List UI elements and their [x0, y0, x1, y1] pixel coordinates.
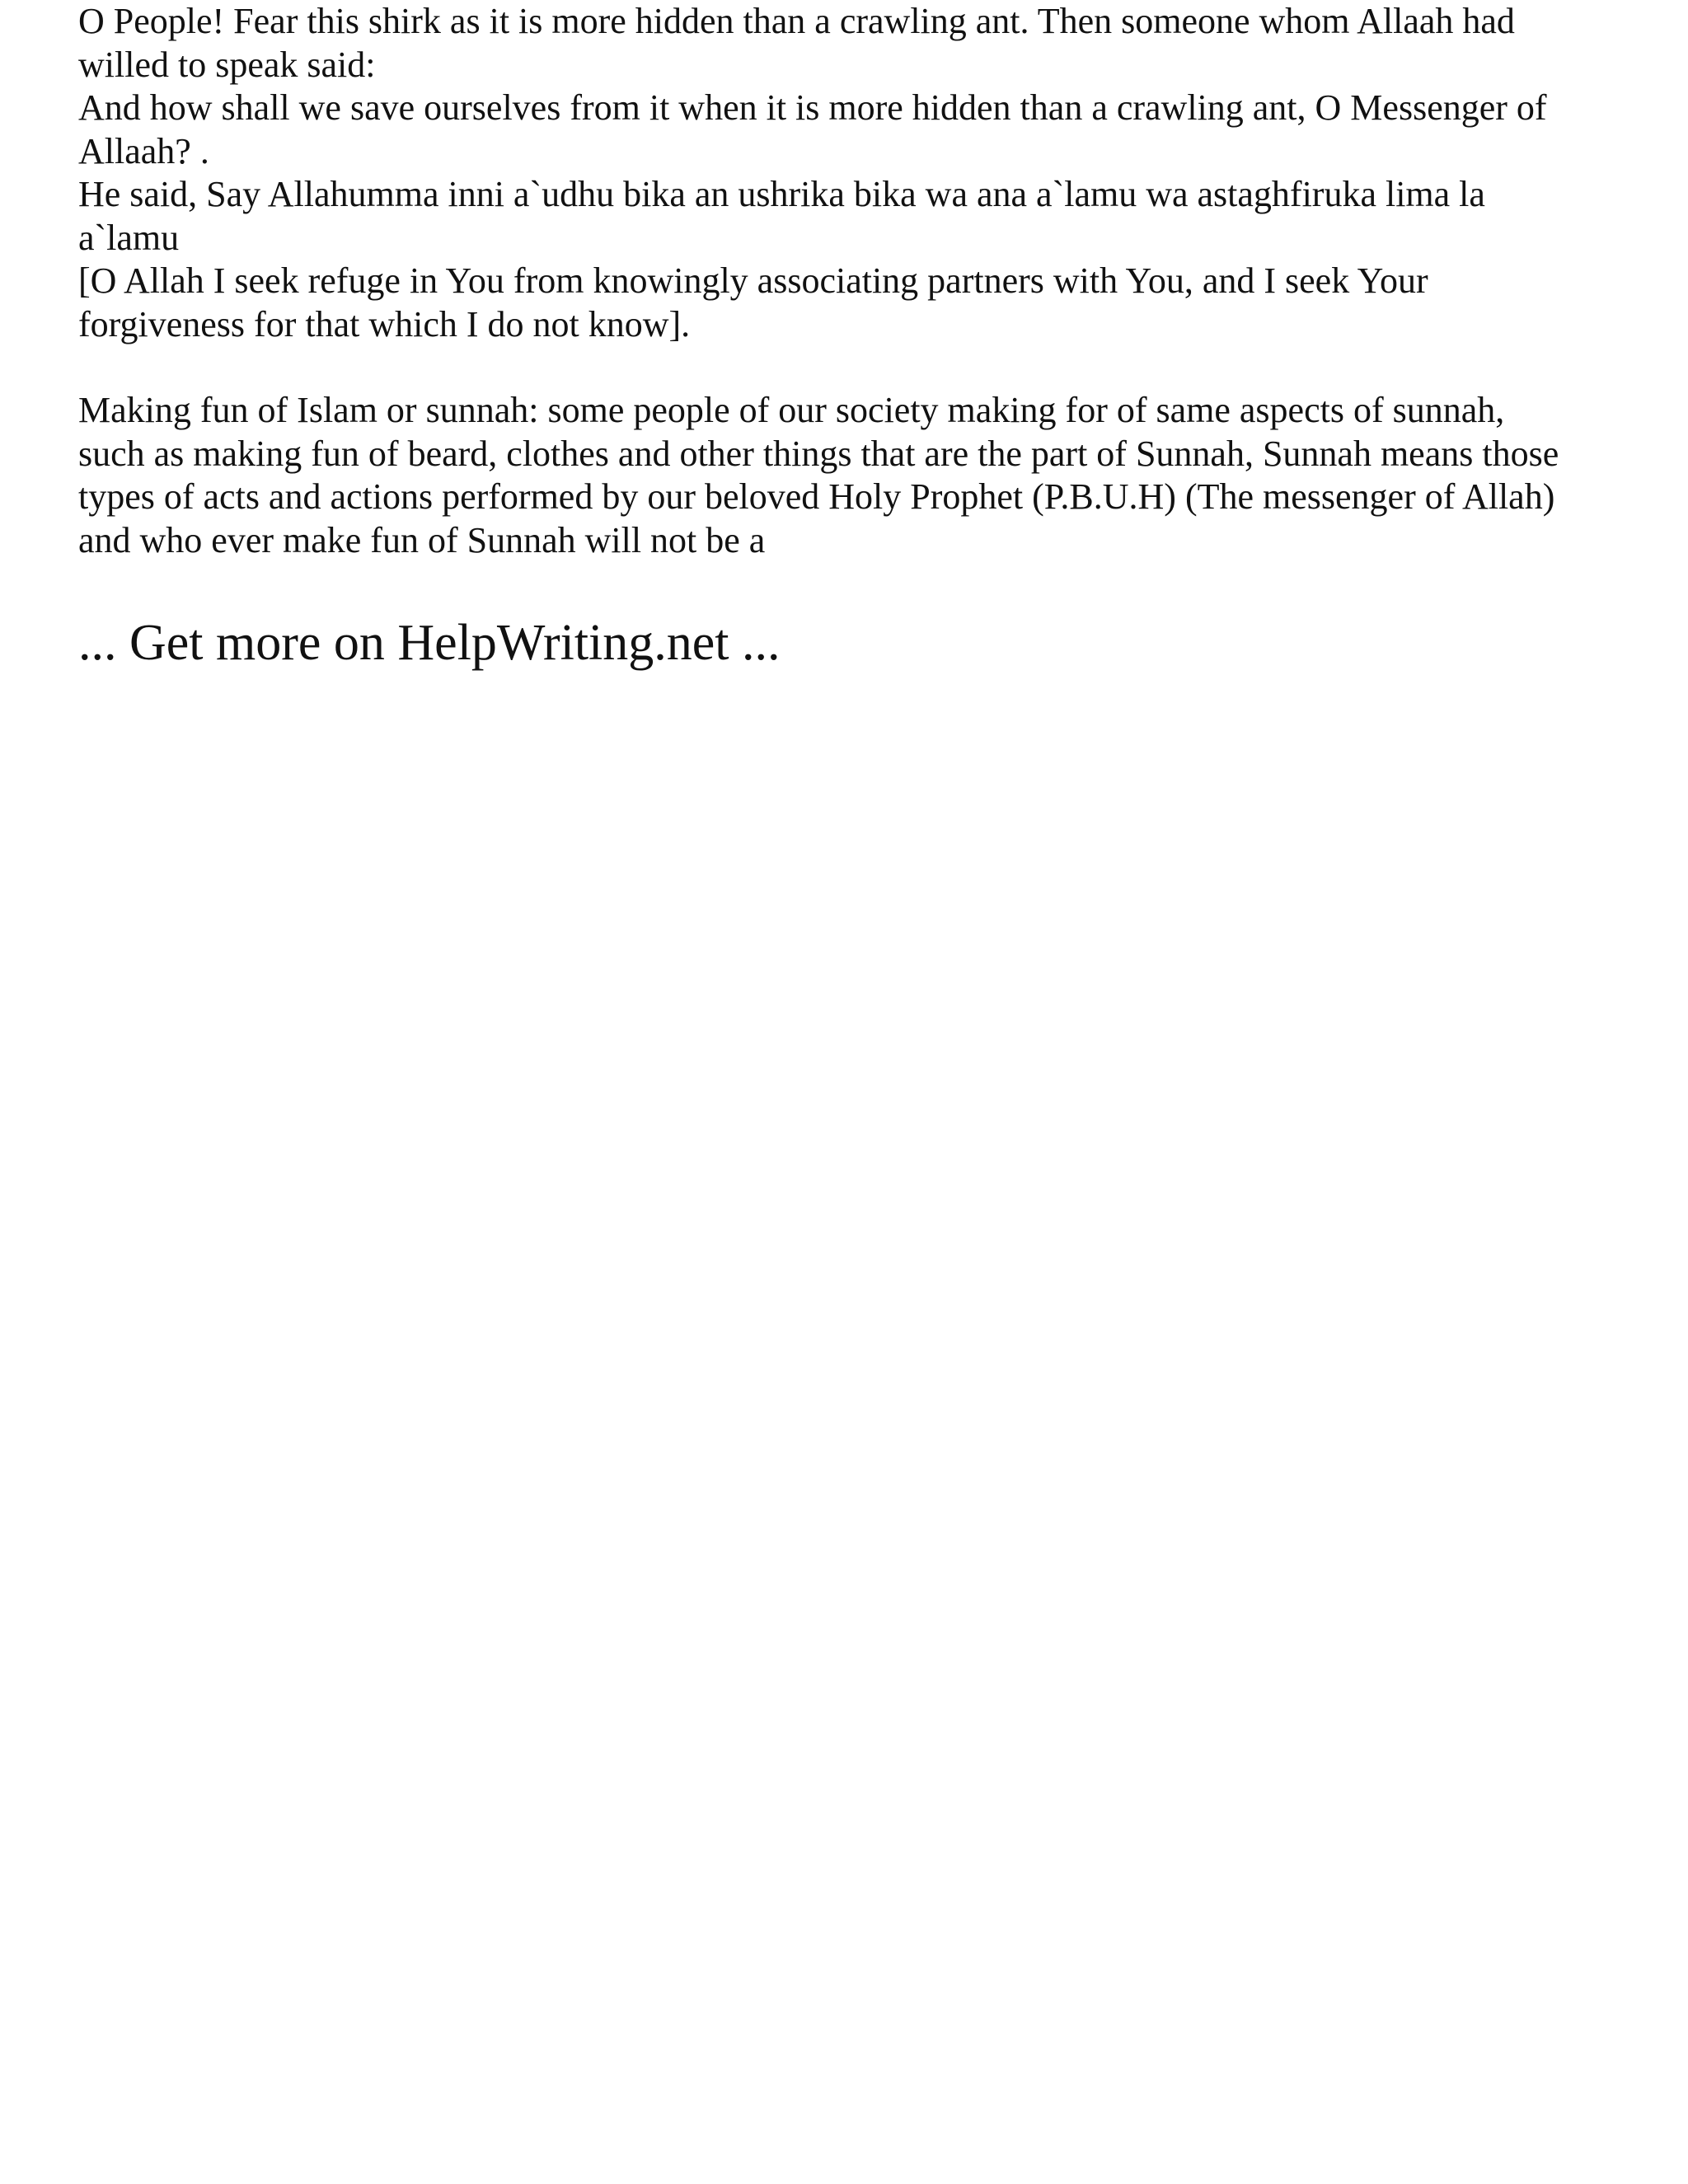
text-line: Making fun of Islam or sunnah: some people of our society making for of same aspects of sunnah,: [78, 390, 1505, 430]
text-line: Allaah? .: [78, 130, 209, 171]
paragraph-sunnah: [78, 389, 1644, 562]
get-more-link[interactable]: ... Get more on HelpWriting.net ...: [78, 615, 781, 671]
text-line: O People! Fear this shirk as it is more hidden than a crawling ant. Then someone whom Allaah had: [78, 1, 1515, 41]
text-line: And how shall we save ourselves from it when it is more hidden than a crawling ant, O Messenger of: [78, 87, 1547, 128]
text-line: types of acts and actions performed by our beloved Holy Prophet (P.B.U.H) (The messenger of Allah): [78, 476, 1555, 517]
text-line: [O Allah I seek refuge in You from knowingly associating partners with You, and I seek Your: [78, 260, 1428, 301]
paragraph-hadith: [78, 0, 1644, 346]
text-line: willed to speak said:: [78, 44, 376, 85]
text-line: and who ever make fun of Sunnah will not be a: [78, 519, 766, 560]
text-line: a`lamu: [78, 217, 180, 258]
text-line: forgiveness for that which I do not know].: [78, 303, 691, 344]
text-line: such as making fun of beard, clothes and other things that are the part of Sunnah, Sunnah means those: [78, 433, 1559, 474]
document-page: [78, 0, 1644, 673]
text-line: He said, Say Allahumma inni a`udhu bika an ushrika bika wa ana a`lamu wa astaghfiruka lima la: [78, 174, 1485, 214]
